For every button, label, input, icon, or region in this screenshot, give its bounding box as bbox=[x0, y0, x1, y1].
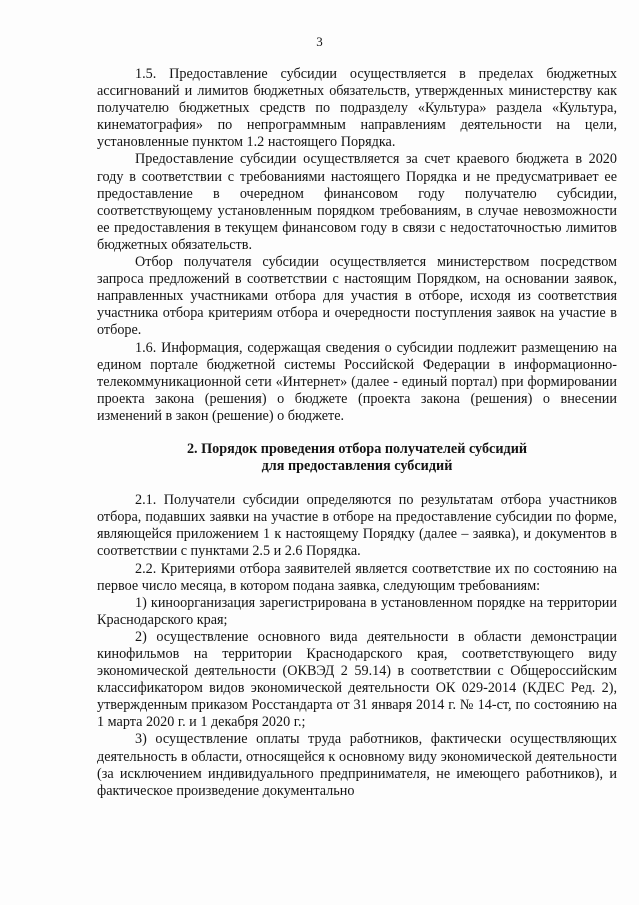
paragraph-selection-method: Отбор получателя субсидии осуществляется министерством посредством запроса предложений в соответствии с настоящим Порядком, на основании заявок, направленных участниками отбора для участия в отборе, исходя из соответствия участника отбора критериям отбора и очередности поступления заявок на участие в отборе. bbox=[97, 254, 617, 339]
section-heading bbox=[97, 441, 617, 475]
paragraph-1-5: 1.5. Предоставление субсидии осуществляется в пределах бюджетных ассигнований и лимитов бюджетных обязательств, утвержденных министерству как получателю бюджетных средств по подразделу «Культура» раздела «Культура, кинематография» по непрограммным направлениям деятельности на цели, установленные пунктом 1.2 настоящего Порядка. bbox=[97, 66, 617, 151]
paragraph-budget-source: Предоставление субсидии осуществляется за счет краевого бюджета в 2020 году в соответствии с требованиями настоящего Порядка и не предусматривает ее предоставление в очередном финансовом году получателю субсидии, соответствующему установленным порядком требованиям, в случае невозможности ее предоставления в текущем финансовом году в связи с недостаточностью лимитов бюджетных обязательств. bbox=[97, 151, 617, 253]
paragraph-2-2: 2.2. Критериями отбора заявителей является соответствие их по состоянию на первое число месяца, в котором подана заявка, следующим требованиям: bbox=[97, 560, 617, 594]
page-number: 3 bbox=[316, 34, 323, 49]
paragraph-2-1: 2.1. Получатели субсидии определяются по результатам отбора участников отбора, подавших заявки на участие в отборе на предоставление субсидии по форме, являющейся приложением 1 к настоящему Порядку (далее – заявка), и документов в соответствии с пунктами 2.5 и 2.6 Порядка. bbox=[97, 492, 617, 560]
requirement-item-2: 2) осуществление основного вида деятельности в области демонстрации кинофильмов на территории Краснодарского края, соответствующего виду экономической деятельности (ОКВЭД 2 59.14) в соответствии с Общероссийским классификатором видов экономической деятельности ОК 029-2014 (КДЕС Ред. 2), утвержденным приказом Росстандарта от 31 января 2014 г. № 14-ст, по состоянию на 1 марта 2020 г. и 1 декабря 2020 г.; bbox=[97, 628, 617, 731]
section-heading-line-1: 2. Порядок проведения отбора получателей субсидий bbox=[186, 440, 528, 457]
document-body bbox=[97, 66, 617, 800]
section-heading-line-2: для предоставления субсидий bbox=[261, 458, 453, 475]
requirement-item-3: 3) осуществление оплаты труда работников, фактически осуществляющих деятельность в области, относящейся к основному виду экономической деятельности (за исключением индивидуального предпринимателя, не имеющего работников), и фактическое произведение документально bbox=[97, 731, 617, 799]
requirement-item-1: 1) киноорганизация зарегистрирована в установленном порядке на территории Краснодарского края; bbox=[97, 594, 617, 628]
paragraph-1-6: 1.6. Информация, содержащая сведения о субсидии подлежит размещению на едином портале бюджетной системы Российской Федерации в информационно-телекоммуникационной сети «Интернет» (далее - единый портал) при формировании проекта закона (решения) о бюджете (проекта закона (решения) о внесении изменений в закон (решение) о бюджете. bbox=[97, 339, 617, 424]
